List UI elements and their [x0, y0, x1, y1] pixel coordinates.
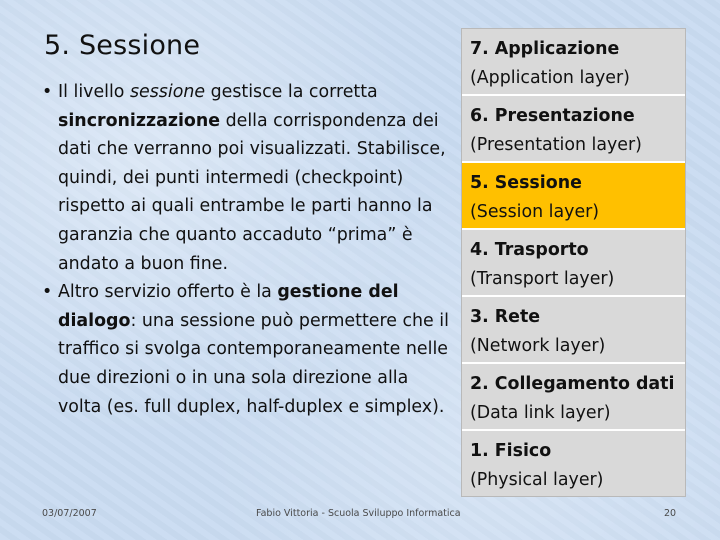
bullet-text: Altro servizio offerto è la [58, 282, 278, 303]
layer-subtitle: (Transport layer) [470, 268, 615, 289]
bullet-item [42, 278, 452, 421]
osi-layer-4 [462, 228, 685, 295]
layer-subtitle: (Session layer) [470, 201, 600, 222]
bullet-text: della corrispondenza dei dati che verranno poi visualizzati. Stabilisce, quindi, dei punti intermedi (checkpoint) rispetto ai quali entrambe le parti hanno la garanzia che quanto accaduto “prima” è andato a buon fine. [58, 110, 446, 274]
slide-title: 5. Sessione [44, 30, 201, 61]
layer-subtitle: (Network layer) [470, 335, 606, 356]
osi-layer-1 [462, 429, 685, 496]
layer-subtitle: (Application layer) [470, 67, 630, 88]
layer-subtitle: (Data link layer) [470, 402, 611, 423]
osi-layer-6 [462, 94, 685, 161]
bullet-text: : una sessione può permettere che il traffico si svolga contemporaneamente nelle due direzioni o in una sola direzione alla volta (es. full duplex, half-duplex e simplex). [58, 310, 449, 417]
layer-name: 1. Fisico [470, 441, 552, 461]
layer-name: 3. Rete [470, 307, 541, 327]
footer-author: Fabio Vittoria - Scuola Sviluppo Informatica [256, 508, 461, 519]
slide-body [42, 78, 452, 421]
layer-name: 2. Collegamento dati [470, 374, 675, 394]
slide-number: 20 [664, 508, 677, 519]
osi-layer-2 [462, 362, 685, 429]
osi-layer-stack [461, 28, 686, 497]
layer-name: 7. Applicazione [470, 39, 620, 59]
osi-layer-7 [462, 29, 685, 94]
bullet-text-bold: gestione del dialogo [58, 282, 399, 331]
layer-subtitle: (Physical layer) [470, 469, 604, 490]
bullet-item [42, 78, 452, 278]
layer-subtitle: (Presentation layer) [470, 134, 642, 155]
bullet-text-italic: sessione [129, 82, 206, 102]
footer-date: 03/07/2007 [42, 508, 97, 519]
bullet-text: gestisce la corretta [205, 82, 378, 102]
osi-layer-5-highlighted [462, 161, 685, 228]
layer-name: 4. Trasporto [470, 240, 589, 260]
osi-layer-3 [462, 295, 685, 362]
layer-name: 5. Sessione [470, 173, 582, 193]
bullet-text: Il livello [58, 82, 130, 102]
layer-name: 6. Presentazione [470, 106, 635, 126]
bullet-text-bold: sincronizzazione [58, 110, 221, 131]
